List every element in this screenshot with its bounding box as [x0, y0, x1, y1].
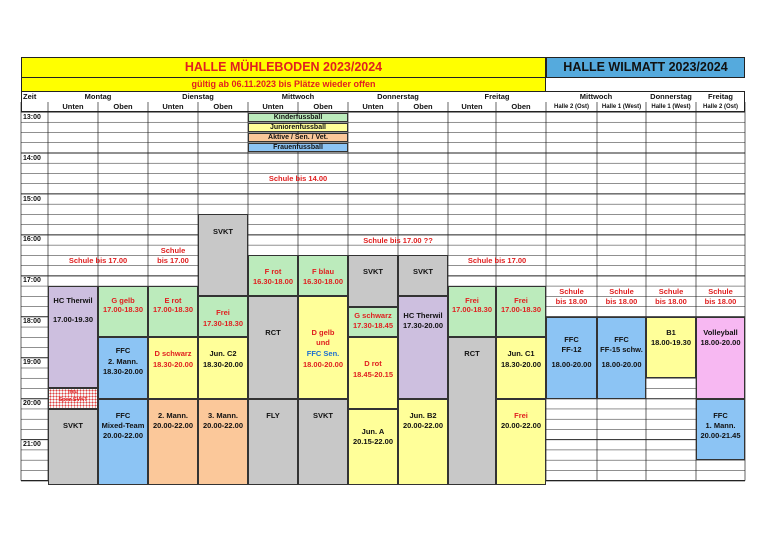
text-g-gelb: G gelb [111, 296, 135, 306]
text-frei-fr3-time: 20.00-22.00 [500, 421, 542, 431]
text-g-schwarz-time: 17.30-18.45 [352, 320, 394, 330]
text-neu-1: neu [68, 389, 78, 396]
text-frei-di: Frei [216, 307, 230, 317]
text-ffc15: FFC [614, 335, 629, 345]
text-frei-fr2-time: 17.00-18.30 [500, 305, 542, 315]
note-schule-18-0: Schule [559, 287, 584, 297]
text-ffc15-time: 18.00-20.00 [601, 359, 642, 369]
header-col-unten-1: Unten [162, 102, 184, 111]
text-d-rot: D rot [364, 358, 382, 368]
note-bis-18-2: bis 18.00 [655, 297, 687, 307]
text-svkt-mo: SVKT [62, 420, 83, 430]
text-b1-time: 18.00-19.30 [650, 338, 692, 348]
text-hc-therwil-mo: HC Therwil [53, 296, 93, 306]
header-col-unten-3: Unten [362, 102, 384, 111]
text-hc-therwil-mo-time: 17.00-19.30 [52, 314, 94, 324]
text-jun-c2-time: 18.30-20.00 [202, 359, 244, 369]
header-wilmatt-mi-halle1: Halle 1 (West) [601, 104, 642, 110]
header-col-oben-4: Oben [511, 102, 531, 111]
text-g-gelb-time: 17.00-18.30 [102, 305, 144, 315]
note-bis-18-1: bis 18.00 [605, 297, 638, 307]
title-muehleboden: HALLE MÜHLEBODEN 2023/2024 [184, 60, 383, 74]
text-jun-a-time: 20.15-22.00 [352, 437, 394, 447]
time-label-2100: 21:00 [23, 441, 41, 449]
text-rct-mi: RCT [265, 328, 281, 338]
text-d-schwarz-time: 18.30-20.00 [152, 359, 194, 369]
text-jun-a: Jun. A [361, 427, 385, 437]
text-2mann-time: 20.00-22.00 [152, 421, 194, 431]
note-schule-18-3: Schule [708, 287, 733, 297]
header-col-oben-2: Oben [313, 102, 333, 111]
text-3mann: 3. Mann. [207, 410, 238, 420]
text-d-rot-time: 18.45-20.15 [352, 370, 394, 379]
text-rct-fr: RCT [464, 348, 480, 358]
text-2mann: 2. Mann. [157, 410, 188, 420]
text-hc-therwil-do: HC Therwil [403, 310, 443, 320]
time-label-2000: 20:00 [23, 400, 41, 408]
note-schule-17-fr: Schule bis 17.00 [467, 256, 527, 266]
header-wilmatt-donnerstag: Donnerstag [650, 92, 692, 101]
note-schule-di: Schule [160, 246, 186, 256]
text-ffc12: FFC [564, 335, 579, 345]
block-f-rot [248, 255, 298, 296]
time-label-1700: 17:00 [23, 277, 41, 285]
text-ffc-1mann-2: 1. Mann. [705, 421, 736, 431]
note-schule-18-2: Schule [658, 287, 684, 297]
block-svkt-do2 [398, 255, 448, 296]
text-fly: FLY [266, 410, 280, 420]
note-schule-di-time: bis 17.00 [157, 256, 189, 266]
text-ffc-mo-2: 2. Mann. [107, 356, 138, 366]
text-und: und [316, 338, 330, 348]
time-label-1400: 14:00 [23, 154, 41, 162]
header-day-3: Donnerstag [377, 92, 419, 101]
block-b1 [646, 317, 696, 378]
header-day-1: Dienstag [182, 92, 214, 101]
text-jun-c1-time: 18.30-20.00 [500, 359, 542, 369]
text-d-gelb-time: 18.00-20.00 [302, 359, 344, 369]
note-schule-17-do: Schule bis 17.00 ?? [363, 235, 433, 245]
legend-label-0: Kinderfussball [273, 113, 323, 121]
legend-label-3: Frauenfussball [273, 144, 323, 152]
text-jun-b2-time: 20.00-22.00 [402, 421, 444, 431]
header-wilmatt-mittwoch: Mittwoch [579, 92, 613, 101]
block-rct-mi [248, 296, 298, 398]
legend-label-2: Aktive / Sen. / Vet. [268, 133, 328, 141]
text-neu-2: Spez.SVKT [58, 397, 88, 404]
text-frei-fr2: Frei [514, 296, 528, 306]
text-frei-di-time: 17.30-18.30 [202, 318, 244, 328]
text-f-blau-time: 16.30-18.00 [302, 276, 344, 286]
text-volleyball: Volleyball [703, 328, 738, 338]
header-col-oben-3: Oben [413, 102, 433, 111]
text-e-rot: E rot [164, 296, 182, 306]
text-frei-fr1-time: 17.00-18.30 [451, 305, 493, 315]
text-ffc-sen: FFC Sen. [306, 348, 340, 358]
text-ffc-mo: FFC [115, 346, 131, 356]
text-3mann-time: 20.00-22.00 [202, 421, 244, 431]
text-ffc-mixed: FFC [115, 410, 131, 420]
block-ffc-ff15 [597, 317, 646, 399]
time-label-1900: 19:00 [23, 359, 41, 367]
block-f-blau [298, 255, 348, 296]
block-svkt-do1 [348, 255, 398, 306]
text-svkt-mi: SVKT [312, 410, 333, 420]
header-col-oben-0: Oben [113, 102, 133, 111]
time-label-1300: 13:00 [23, 113, 41, 121]
header-zeit: Zeit [23, 92, 37, 101]
text-ffc-mixed-time: 20.00-22.00 [102, 431, 144, 441]
block-ffc-ff12 [546, 317, 597, 399]
text-frei-fr1: Frei [465, 296, 479, 306]
subtitle: gültig ab 06.11.2023 bis Plätze wieder offen [191, 79, 376, 89]
text-ffc12-2: FF-12 [561, 345, 582, 355]
header-day-2: Mittwoch [281, 92, 315, 101]
text-svkt-di: SVKT [212, 226, 233, 236]
text-ffc-1mann-time: 20.00-21.45 [700, 431, 741, 441]
text-ffc-mo-time: 18.30-20.00 [102, 366, 144, 376]
header-col-unten-4: Unten [461, 102, 483, 111]
header-day-4: Freitag [484, 92, 510, 101]
text-svkt-do2: SVKT [412, 266, 433, 276]
time-label-1600: 16:00 [23, 236, 41, 244]
text-frei-fr3: Frei [514, 410, 528, 420]
text-volleyball-time: 18.00-20.00 [700, 338, 741, 348]
note-bis-18-0: bis 18.00 [555, 297, 588, 307]
text-ffc-mixed-2: Mixed-Team [101, 421, 145, 431]
text-jun-c1: Jun. C1 [507, 348, 535, 358]
header-wilmatt-mi-halle2: Halle 2 (Ost) [553, 104, 589, 110]
legend-label-1: Juniorenfussball [269, 123, 326, 131]
header-col-unten-2: Unten [262, 102, 284, 111]
note-bis-18-3: bis 18.00 [704, 297, 737, 307]
text-jun-b2: Jun. B2 [409, 410, 437, 420]
text-b1: B1 [666, 328, 676, 338]
header-wilmatt-fr-halle2: Halle 2 (Ost) [702, 104, 738, 110]
text-ffc-1mann: FFC [713, 410, 728, 420]
text-f-rot-time: 16.30-18.00 [252, 276, 294, 286]
block-jun-a [348, 409, 398, 485]
note-schule-17-mo: Schule bis 17.00 [68, 256, 128, 266]
block-frei-di [198, 296, 248, 337]
text-f-blau: F blau [311, 266, 335, 276]
text-svkt-do1: SVKT [362, 266, 383, 276]
note-schule-18-1: Schule [609, 287, 634, 297]
header-day-0: Montag [84, 92, 112, 101]
text-d-schwarz: D schwarz [154, 348, 192, 358]
header-col-oben-1: Oben [213, 102, 233, 111]
block-rct-fr [448, 337, 496, 485]
header-col-unten-0: Unten [62, 102, 84, 111]
title-wilmatt: HALLE WILMATT 2023/2024 [563, 60, 728, 74]
text-g-schwarz: G schwarz [354, 310, 392, 320]
header-wilmatt-freitag: Freitag [707, 92, 733, 101]
text-jun-c2: Jun. C2 [209, 348, 237, 358]
text-f-rot: F rot [264, 266, 282, 276]
text-hc-therwil-do-time: 17.30-20.00 [402, 320, 444, 330]
text-d-gelb: D gelb [311, 328, 335, 338]
header-wilmatt-do-halle1: Halle 1 (West) [651, 104, 691, 110]
time-label-1500: 15:00 [23, 195, 41, 203]
text-e-rot-time: 17.00-18.30 [152, 305, 194, 315]
text-ffc12-time: 18.00-20.00 [551, 359, 592, 369]
note-schule-14: Schule bis 14.00 [268, 174, 328, 184]
text-ffc15-2: FF-15 schw. [600, 345, 643, 355]
block-d-gelb-ffc-sen [298, 296, 348, 398]
time-label-1800: 18:00 [23, 318, 41, 326]
